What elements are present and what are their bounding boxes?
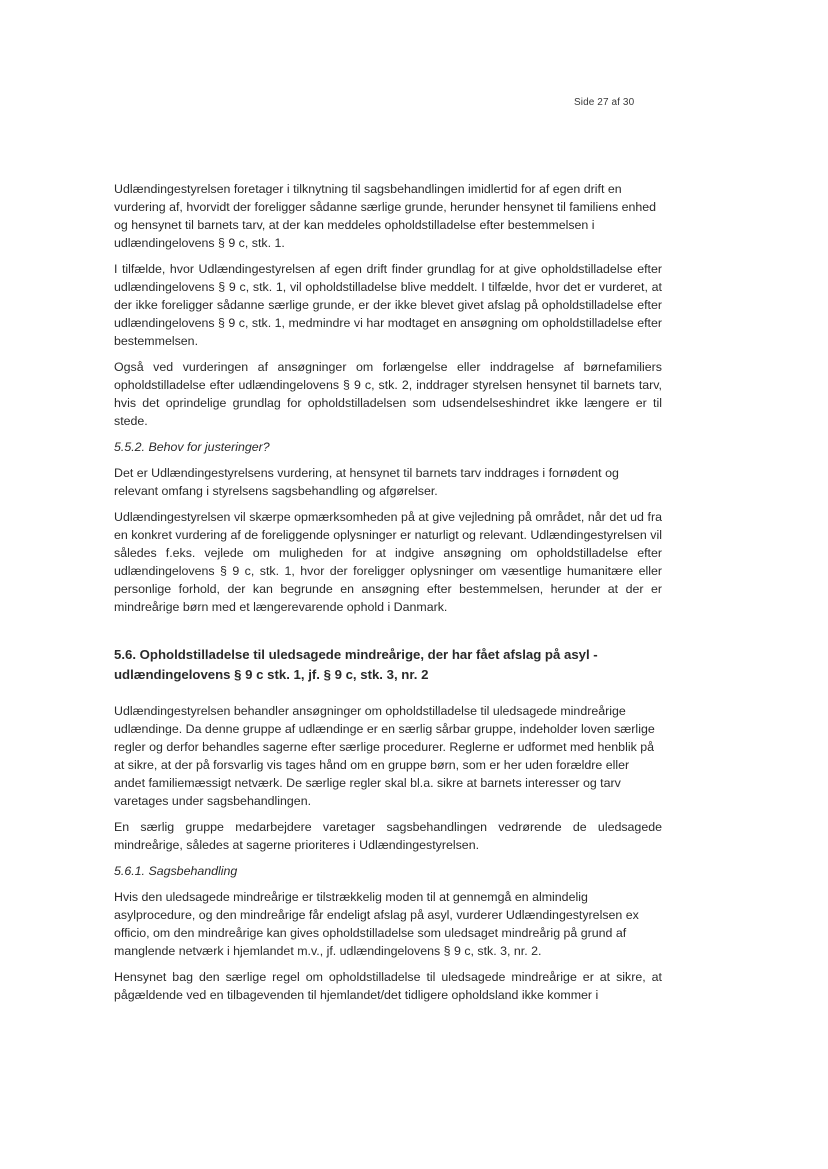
paragraph: Udlændingestyrelsen behandler ansøgninger om opholdstilladelse til uledsagede mindreårige udlændinge. Da denne gruppe af udlændinge er en særlig sårbar gruppe, indeholder loven særlige regler og derfor behandles sagerne efter særlige procedurer. Reglerne er udformet med henblik på at sikre, at der på forsvarlig vis tages hånd om en gruppe børn, som er her uden forældre eller andet familiemæssigt netværk. De særlige regler skal bl.a. sikre at barnets interesser og tarv varetages under sagsbehandlingen. [114,704,655,808]
paragraph: Også ved vurderingen af ansøgninger om forlængelse eller inddragelse af børnefamiliers opholdstilladelse efter udlændingelovens § 9 c, stk. 2, inddrager styrelsen hensynet til barnets tarv, hvis det oprindelige grundlag for opholdstilladelsen som udsendelseshindret ikke længere er til stede. [114,360,662,428]
paragraph: En særlig gruppe medarbejdere varetager sagsbehandlingen vedrørende de uledsagede mindreårige, således at sagerne prioriteres i Udlændingestyrelsen. [114,820,662,852]
paragraph: Udlændingestyrelsen foretager i tilknytning til sagsbehandlingen imidlertid for af egen drift en vurdering af, hvorvidt der foreligger sådanne særlige grunde, herunder hensynet til familiens enhed og hensynet til barnets tarv, at der kan meddeles opholdstilladelse efter bestemmelsen i udlændingelovens § 9 c, stk. 1. [114,182,657,250]
paragraph: Det er Udlændingestyrelsens vurdering, at hensynet til barnets tarv inddrages i fornødent og relevant omfang i styrelsens sagsbehandling og afgørelser. [114,466,619,498]
subsection-heading: 5.5.2. Behov for justeringer? [114,440,270,454]
subsection-heading: 5.6.1. Sagsbehandling [114,864,238,878]
paragraph: Hvis den uledsagede mindreårige er tilstrækkelig moden til at gennemgå en almindelig asylprocedure, og den mindreårige får endeligt afslag på asyl, vurderer Udlændingestyrelsen ex officio, om den mindreårige kan gives opholdstilladelse som uledsaget mindreårig på grund af manglende netværk i hjemlandet m.v., jf. udlændingelovens § 9 c, stk. 3, nr. 2. [114,890,639,958]
section-heading: 5.6. Opholdstilladelse til uledsagede mindreårige, der har fået afslag på asyl - udlændingelovens § 9 c stk. 1, jf. § 9 c, stk. 3, nr. 2 [114,647,598,682]
paragraph: I tilfælde, hvor Udlændingestyrelsen af egen drift finder grundlag for at give opholdstilladelse efter udlændingelovens § 9 c, stk. 1, vil opholdstilladelse blive meddelt. I tilfælde, hvor det er vurderet, at der ikke foreligger sådanne særlige grunde, er der ikke blevet givet afslag på opholdstilladelse efter udlændingelovens § 9 c, stk. 1, medmindre vi har modtaget en ansøgning om opholdstilladelse efter bestemmelsen. [114,262,662,348]
paragraph: Hensynet bag den særlige regel om opholdstilladelse til uledsagede mindreårige er at sikre, at pågældende ved en tilbagevenden til hjemlandet/det tidligere opholdsland ikke kommer i [114,970,662,1002]
page-number: Side 27 af 30 [574,97,635,108]
paragraph: Udlændingestyrelsen vil skærpe opmærksomheden på at give vejledning på området, når det ud fra en konkret vurdering af de foreliggende oplysninger er naturligt og relevant. Udlændingestyrelsen vil således f.eks. vejlede om muligheden for at indgive ansøgning om opholdstilladelse efter udlændingelovens § 9 c, stk. 1, hvor der foreligger oplysninger om væsentlige humanitære eller personlige forhold, der kan begrunde en ansøgning efter bestemmelsen, herunder at der er mindreårige børn med et længerevarende ophold i Danmark. [114,510,662,614]
document-body [114,180,662,1012]
